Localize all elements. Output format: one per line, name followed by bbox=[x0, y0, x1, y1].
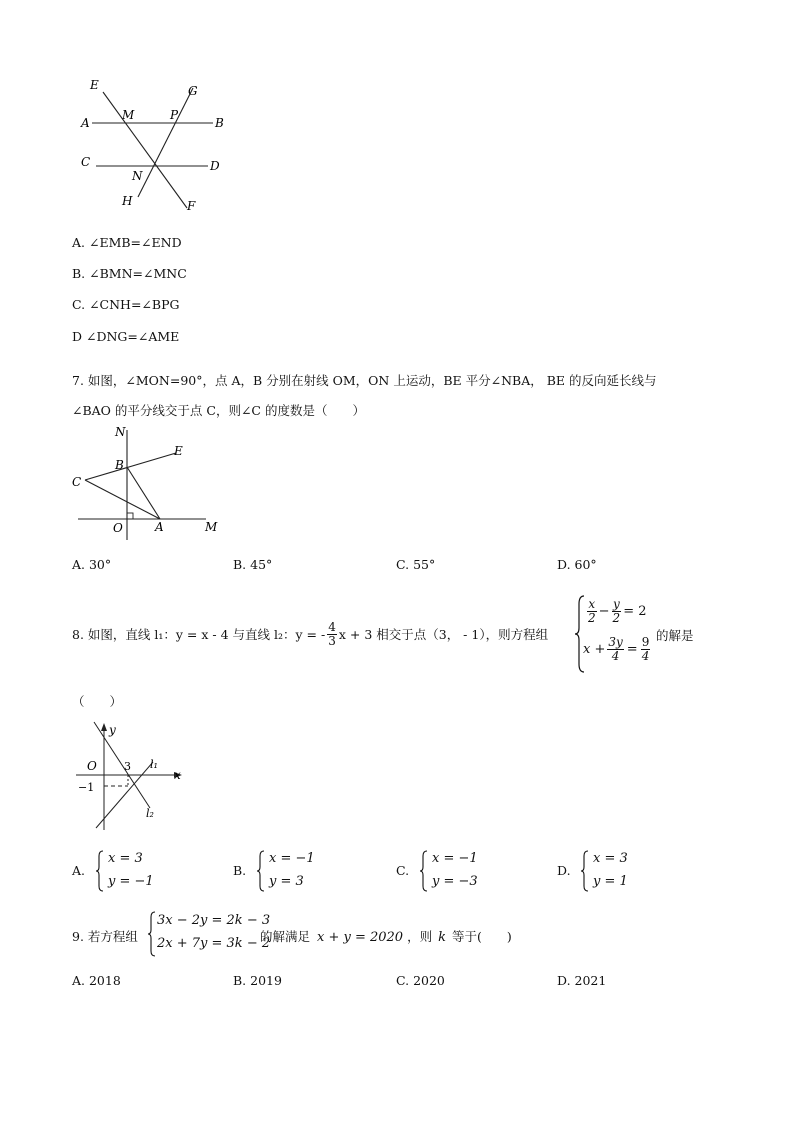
label-l1: l₁ bbox=[150, 758, 158, 771]
label-e: E bbox=[174, 444, 183, 458]
q8-answer-paren: （ ） bbox=[72, 694, 123, 709]
q8-option-b-row1: x = −1 bbox=[269, 851, 315, 866]
q9-var: k bbox=[438, 930, 446, 945]
brace-icon bbox=[96, 850, 104, 892]
q9-tail: ，则 bbox=[407, 929, 433, 944]
q8-slope-fraction bbox=[327, 621, 337, 648]
q8-option-c[interactable] bbox=[396, 848, 516, 894]
label-m: M bbox=[122, 108, 135, 122]
label-g: G bbox=[188, 84, 198, 98]
q8-option-c-letter: C. bbox=[396, 863, 410, 878]
brace-icon bbox=[420, 850, 428, 892]
q9-end: 等于( ) bbox=[451, 929, 512, 944]
q8-option-b-letter: B. bbox=[233, 863, 247, 878]
q9-option-a[interactable]: A. 2018 bbox=[72, 973, 121, 988]
q7-option-d[interactable]: D. 60° bbox=[557, 557, 597, 572]
label-y: y bbox=[109, 723, 116, 737]
q9-mid-text bbox=[260, 927, 512, 945]
label-l2: l₂ bbox=[146, 807, 154, 820]
q7-option-c[interactable]: C. 55° bbox=[396, 557, 436, 572]
line-l2 bbox=[94, 722, 150, 808]
q8-prefix: 8. 如图，直线 l₁：y = x - 4 与直线 l₂：y = - bbox=[72, 627, 326, 642]
q9-option-c[interactable]: C. 2020 bbox=[396, 973, 445, 988]
label-x: x bbox=[174, 768, 181, 782]
q6-option-b[interactable]: B. ∠BMN=∠MNC bbox=[72, 266, 187, 281]
q8-option-c-row2: y = −3 bbox=[432, 874, 478, 889]
q7-option-b[interactable]: B. 45° bbox=[233, 557, 273, 572]
q8-option-a[interactable] bbox=[72, 848, 192, 894]
q8-option-d-row2: y = 1 bbox=[593, 874, 628, 889]
q8-option-a-row2: y = −1 bbox=[108, 874, 154, 889]
q9-prefix: 9. 若方程组 bbox=[72, 929, 138, 944]
segment-ba bbox=[127, 467, 160, 519]
q8-system-row2: x + $\frac{3y}{4}$ = $\frac{9}{4}$ bbox=[583, 635, 650, 663]
label-o: O bbox=[113, 521, 123, 535]
label-3: 3 bbox=[124, 760, 131, 773]
brace-icon bbox=[148, 911, 156, 957]
q8-option-a-row1: x = 3 bbox=[108, 851, 143, 866]
q8-option-d-row1: x = 3 bbox=[593, 851, 628, 866]
q9-condition: x + y = 2020 bbox=[317, 930, 404, 945]
label-p: P bbox=[170, 108, 179, 122]
q6-figure bbox=[70, 72, 240, 217]
q8-option-b-row2: y = 3 bbox=[269, 874, 304, 889]
label-d: D bbox=[210, 159, 220, 173]
segment-ce bbox=[85, 453, 176, 480]
q8-option-c-row1: x = −1 bbox=[432, 851, 478, 866]
label-o: O bbox=[87, 759, 97, 773]
q8-slope-num: 4 bbox=[328, 619, 336, 634]
q9-system-row2: 2x + 7y = 3k − 2 bbox=[157, 936, 271, 951]
q6-option-d[interactable]: D ∠DNG=∠AME bbox=[72, 329, 180, 344]
q8-middle: x + 3 相交于点（3， - 1），则方程组 bbox=[338, 627, 549, 642]
label-a: A bbox=[81, 116, 90, 130]
q9-mid: 的解满足 bbox=[260, 929, 311, 944]
y-axis-arrow-icon bbox=[101, 723, 107, 731]
line-gh bbox=[138, 88, 193, 197]
q8-graph bbox=[70, 718, 200, 836]
segment-ca bbox=[85, 480, 160, 519]
q6-option-a[interactable]: A. ∠EMB=∠END bbox=[72, 235, 182, 250]
q6-option-c[interactable]: C. ∠CNH=∠BPG bbox=[72, 297, 180, 312]
q8-option-b[interactable] bbox=[233, 848, 353, 894]
label-b: B bbox=[115, 458, 124, 472]
right-angle-mark bbox=[127, 513, 133, 519]
label-n: N bbox=[132, 169, 143, 183]
label-h: H bbox=[122, 194, 133, 208]
brace-icon bbox=[581, 850, 589, 892]
q8-suffix: 的解是 bbox=[656, 628, 694, 643]
q7-stem-line2: ∠BAO 的平分线交于点 C，则∠C 的度数是（ ） bbox=[72, 403, 365, 418]
label-neg1: −1 bbox=[78, 781, 95, 794]
q7-stem-line1: 7. 如图，∠MON=90°，点 A，B 分别在射线 OM，ON 上运动，BE 平分∠NBA， BE 的反向延长线与 bbox=[72, 373, 657, 388]
label-n: N bbox=[115, 425, 126, 439]
q8-stem bbox=[72, 617, 548, 651]
q9-option-d[interactable]: D. 2021 bbox=[557, 973, 607, 988]
label-c: C bbox=[81, 155, 91, 169]
q7-option-a[interactable]: A. 30° bbox=[72, 557, 112, 572]
q8-system-row1: $\frac{x}{2}$ − $\frac{y}{2}$ = 2 bbox=[588, 597, 647, 625]
q7-figure bbox=[68, 422, 228, 540]
label-b: B bbox=[215, 116, 224, 130]
label-a: A bbox=[155, 520, 164, 534]
label-f: F bbox=[187, 199, 196, 213]
q8-option-d-letter: D. bbox=[557, 863, 571, 878]
q9-system-row1: 3x − 2y = 2k − 3 bbox=[157, 913, 271, 928]
brace-icon bbox=[257, 850, 265, 892]
q8-slope-den: 3 bbox=[328, 633, 336, 648]
label-e: E bbox=[90, 78, 99, 92]
label-c: C bbox=[72, 475, 82, 489]
q8-option-d[interactable] bbox=[557, 848, 677, 894]
q8-option-a-letter: A. bbox=[72, 863, 86, 878]
label-m: M bbox=[205, 520, 218, 534]
q9-option-b[interactable]: B. 2019 bbox=[233, 973, 282, 988]
